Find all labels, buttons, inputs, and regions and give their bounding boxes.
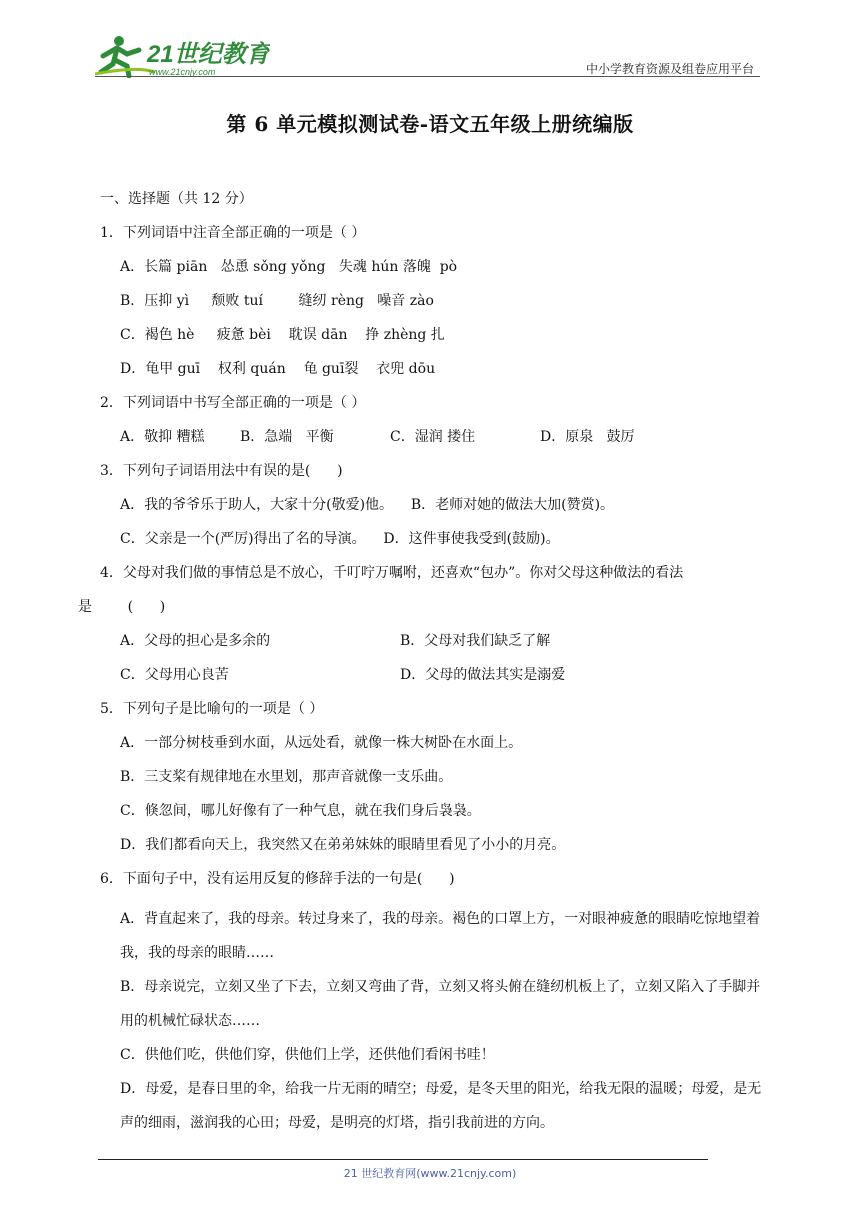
question-content xyxy=(78,188,765,1140)
question-3-options-ab: A．我的爷爷乐于助人，大家十分(敬爱)他。 B．老师对她的做法大加(赞赏)。 xyxy=(120,497,615,513)
question-6-stem: 6．下面句子中，没有运用反复的修辞手法的一句是( ) xyxy=(100,871,455,887)
question-1-option-b: B．压抑 yì 颓败 tuí 缝纫 rèng 噪音 zào xyxy=(120,293,434,309)
question-5-option-c: C．倏忽间，哪儿好像有了一种气息，就在我们身后袅袅。 xyxy=(120,803,481,819)
question-5-option-a: A．一部分树枝垂到水面，从远处看，就像一株大树卧在水面上。 xyxy=(120,735,523,751)
question-2-option-d: D．原泉 鼓厉 xyxy=(540,429,635,445)
question-4-option-b: B．父母对我们缺乏了解 xyxy=(400,633,551,649)
question-1-stem: 1．下列词语中注音全部正确的一项是（ ） xyxy=(100,225,366,241)
question-3-options-cd: C．父亲是一个(严厉)得出了名的导演。 D．这件事使我受到(鼓励)。 xyxy=(120,531,560,547)
question-1-option-d: D．龟甲 guī 权利 quán 龟 guī裂 衣兜 dōu xyxy=(120,361,436,377)
header-platform-text: 中小学教育资源及组卷应用平台 xyxy=(585,62,754,76)
question-5-option-d: D．我们都看向天上，我突然又在弟弟妹妹的眼睛里看见了小小的月亮。 xyxy=(120,837,566,853)
question-4-stem-line2: 是 ( ) xyxy=(78,599,166,615)
question-4-options-cd xyxy=(100,664,765,698)
section-heading: 一、选择题（共 12 分） xyxy=(100,191,253,207)
question-1-option-c: C．褐色 hè 疲惫 bèi 耽误 dān 挣 zhèng 扎 xyxy=(120,327,445,343)
question-4-option-d: D．父母的做法其实是溺爱 xyxy=(400,667,566,683)
question-6-option-b: B．母亲说完，立刻又坐了下去，立刻又弯曲了背，立刻又将头俯在缝纫机板上了，立刻又陷入了手脚并用的机械忙碌状态…… xyxy=(120,979,761,1029)
question-1-option-a: A．长篇 piān 怂恿 sǒng yǒng 失魂 hún 落魄 pò xyxy=(120,259,458,275)
question-4-option-c: C．父母用心良苦 xyxy=(120,667,229,683)
page-header xyxy=(95,32,760,80)
question-5-option-b: B．三支桨有规律地在水里划，那声音就像一支乐曲。 xyxy=(120,769,453,785)
question-6-option-c: C．供他们吃，供他们穿，供他们上学，还供他们看闲书哇！ xyxy=(120,1047,495,1063)
question-4-option-a: A．父母的担心是多余的 xyxy=(120,633,271,649)
svg-text:21世纪教育: 21世纪教育 xyxy=(147,41,270,68)
question-4-options-ab xyxy=(100,630,765,664)
site-logo xyxy=(95,32,270,78)
question-4-stem-line1: 4．父母对我们做的事情总是不放心，千叮咛万嘱咐，还喜欢“包办”。你对父母这种做法的看法 xyxy=(100,565,684,581)
question-2-option-c: C．湿润 搂住 xyxy=(390,429,476,445)
question-2-option-a: A．敬抑 糟糕 xyxy=(120,429,205,445)
svg-text:www.21cnjy.com: www.21cnjy.com xyxy=(149,67,216,77)
page-footer: 21 世纪教育网(www.21cnjy.com) xyxy=(343,1167,517,1180)
question-2-option-b: B．急端 平衡 xyxy=(240,429,334,445)
question-2-options xyxy=(100,426,765,460)
question-6-option-a: A．背直起来了，我的母亲。转过身来了，我的母亲。褐色的口罩上方，一对眼神疲惫的眼睛吃惊地望着我，我的母亲的眼睛…… xyxy=(120,911,761,961)
header-divider xyxy=(95,76,760,77)
question-5-stem: 5．下列句子是比喻句的一项是（ ） xyxy=(100,701,324,717)
footer-divider xyxy=(98,1159,708,1160)
question-6-option-d: D．母爱，是春日里的伞，给我一片无雨的晴空；母爱，是冬天里的阳光，给我无限的温暖；母爱，是无声的细雨，滋润我的心田；母爱，是明亮的灯塔，指引我前进的方向。 xyxy=(120,1081,762,1131)
page-title: 第 6 单元模拟测试卷-语文五年级上册统编版 xyxy=(226,112,634,136)
question-2-stem: 2．下列词语中书写全部正确的一项是（ ） xyxy=(100,395,366,411)
question-3-stem: 3．下列句子词语用法中有误的是( ) xyxy=(100,463,343,479)
